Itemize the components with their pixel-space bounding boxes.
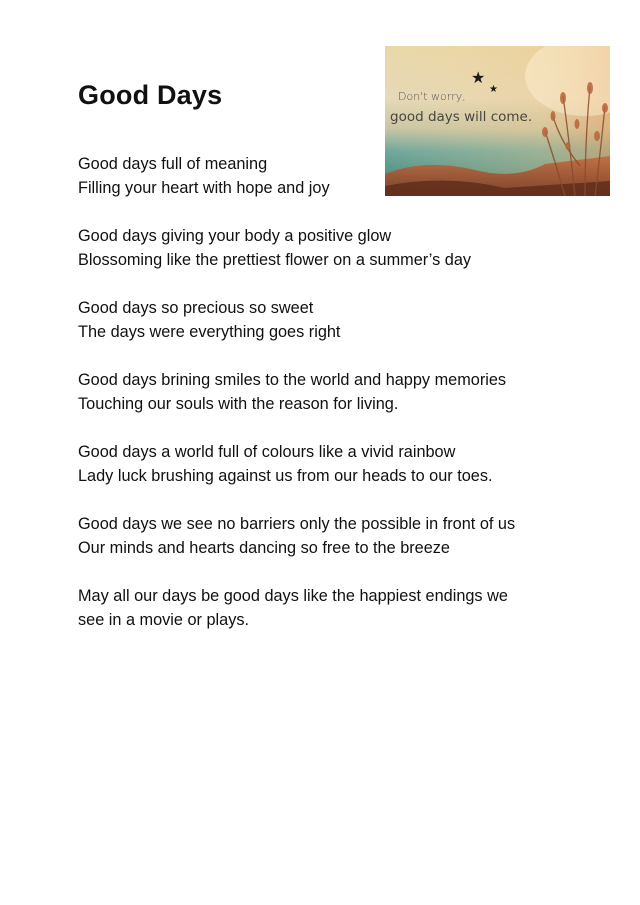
poem-line: Good days brining smiles to the world and happy memories <box>78 371 507 389</box>
poem-line: Good days so precious so sweet <box>78 299 314 317</box>
poem-line: May all our days be good days like the happiest endings we <box>78 587 508 605</box>
stanza <box>78 369 598 416</box>
photo-caption-small: Don't worry, <box>398 90 466 103</box>
stanza <box>78 513 598 560</box>
poem-line: Blossoming like the prettiest flower on a summer’s day <box>78 250 472 269</box>
poem-line: Our minds and hearts dancing so free to the breeze <box>78 538 450 557</box>
photo-caption-big: good days will come. <box>390 109 533 125</box>
poem-line: Touching our souls with the reason for living. <box>78 394 399 413</box>
star-small-icon: ★ <box>489 84 498 95</box>
poem-line: Good days giving your body a positive glow <box>78 227 392 245</box>
stanza <box>78 225 598 272</box>
star-large-icon: ★ <box>471 70 486 87</box>
poem-line: Good days we see no barriers only the possible in front of us <box>78 515 516 533</box>
poem-line: Lady luck brushing against us from our heads to our toes. <box>78 466 493 485</box>
poem-line: The days were everything goes right <box>78 322 341 341</box>
poem-line: see in a movie or plays. <box>78 610 250 629</box>
stanza <box>78 441 598 488</box>
stanza <box>78 297 598 344</box>
stanza <box>78 585 598 632</box>
poem-body <box>78 153 598 657</box>
poem-line: Filling your heart with hope and joy <box>78 178 330 197</box>
poem-title: Good Days <box>78 80 223 110</box>
poem-line: Good days full of meaning <box>78 155 268 173</box>
stanza <box>78 153 598 200</box>
poem-line: Good days a world full of colours like a vivid rainbow <box>78 443 456 461</box>
